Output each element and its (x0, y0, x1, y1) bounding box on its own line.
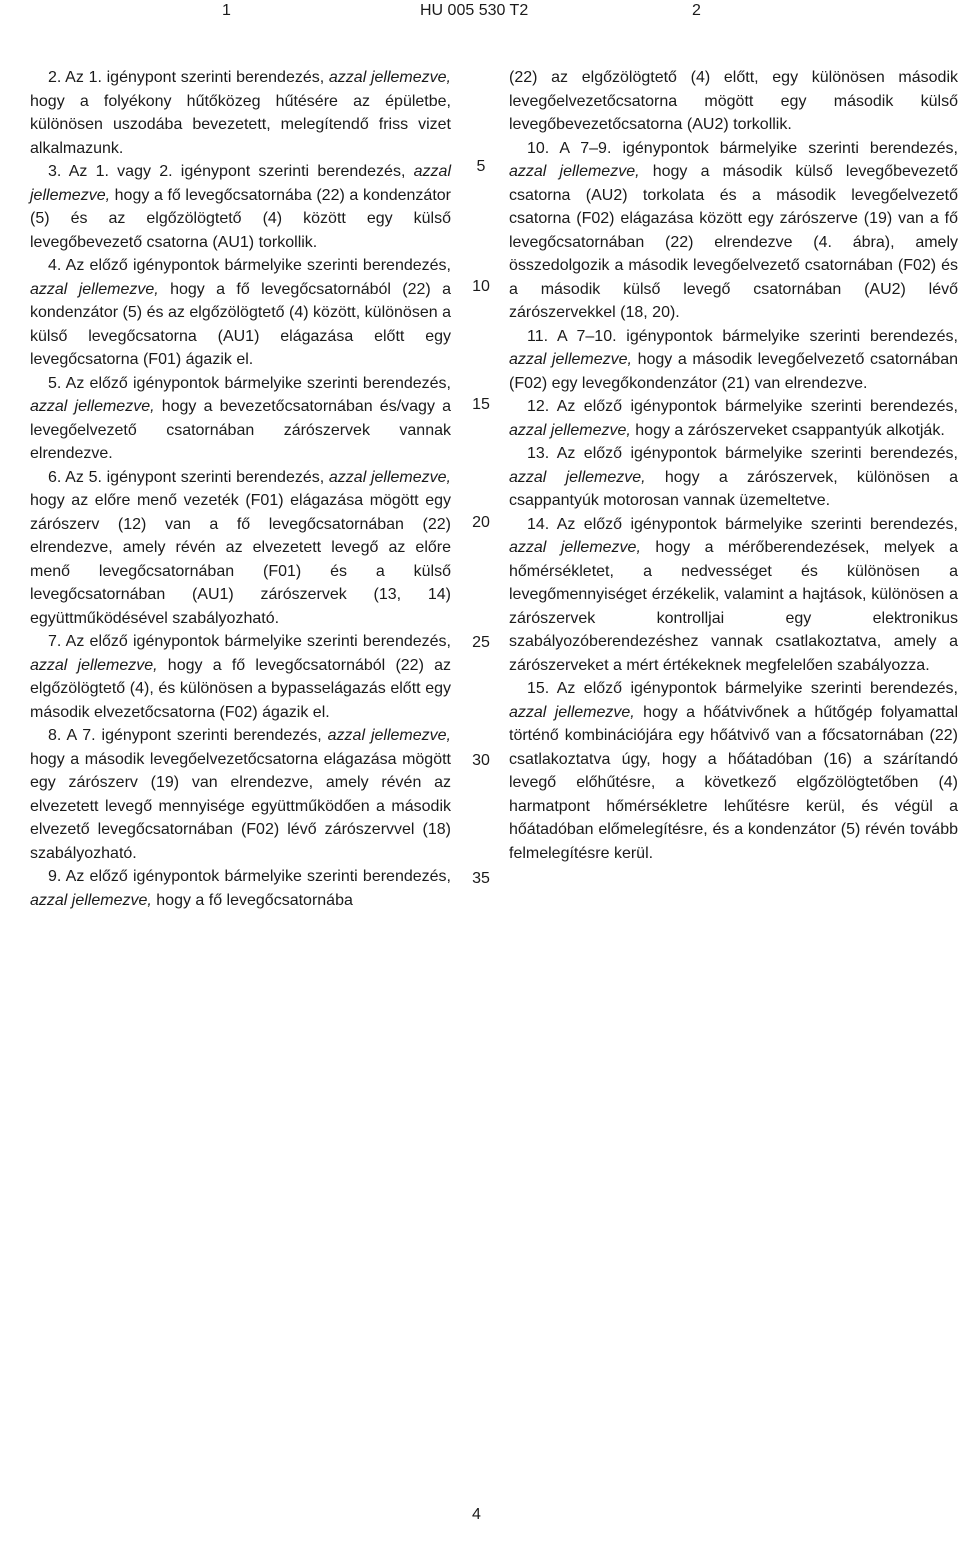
claim-body-text: hogy a fő levegőcsatornába (151, 891, 353, 909)
claim-lead-text: 12. Az előző igénypontok bármelyike szerinti berendezés, (527, 398, 958, 415)
claim-characterizing-phrase: azzal jellemezve, (30, 891, 152, 909)
claim-lead-text: 8. A 7. igénypont szerinti berendezés, (48, 727, 328, 744)
claim-paragraph (30, 254, 451, 372)
claim-body-text: hogy a mérőberendezések, melyek a hőmérsékletet, a nedvességet és különösen a levegőmennyiséget érzékelik, valamint a hajtások, különösen a zárószervek kontrolljai egy elektronikus szabályozóberendezéshez vannak csatlakoztatva, amely a zárószerveket a mért értékeknek megfelelően szabályozza. (509, 539, 959, 674)
claim-body-text: hogy a hőátvivőnek a hűtőgép folyamattal történő kombinációjára egy hőátvivő van a főcsatornában (22) csatlakoztatva úgy, hogy a hőátadóban (16) a szárítandó levegő előhűtésre, a következő elgőzölögtetőben (4) harmatpont hőmérsékletre lehűtésre kerül, és végül a hőátadóban előmelegítésre, és a kondenzátor (5) révén tovább felmelegítésre kerül. (509, 703, 958, 862)
page-header (0, 0, 960, 30)
line-number: 30 (472, 752, 490, 769)
claim-characterizing-phrase: azzal jellemezve, (30, 656, 158, 674)
claim-lead-text: 7. Az előző igénypontok bármelyike szerinti berendezés, (48, 633, 451, 650)
claim-body-text: hogy a folyékony hűtőközeg hűtésére az épületbe, különösen uszodába bevezetett, melegítendő friss vizet alkalmazunk. (30, 92, 451, 157)
claim-body-text: hogy a második levegőelvezetőcsatorna elágazása mögött egy zárószerv (19) van elrendezve, amely révén az elvezetett levegő mennyisége együttműködően a második elvezető levegőcsatornában (F02) lévő zárószervvel (18) szabályozható. (30, 750, 451, 862)
claim-paragraph (30, 724, 451, 865)
claim-body-text: hogy a zárószervek, különösen a csappantyúk motorosan vannak üzemeltetve. (509, 468, 959, 509)
claim-characterizing-phrase: azzal jellemezve, (328, 468, 452, 486)
claim-body-text: hogy a zárószerveket csappantyúk alkotják. (630, 421, 945, 439)
claim-body-text: hogy a második külső levegőbevezető csatorna (AU2) torkolata és a második levegőelvezető csatorna (F02) elágazása között egy zárószerve (19) van a fő levegőcsatornában (22) elrendezve (4. ábra), amely összedolgozik a második levegőelvezető csatornában (F02) és a második külső levegő csatornában (AU2) lévő zárószervekkel (18, 20). (509, 163, 959, 321)
claim-paragraph (30, 66, 451, 160)
claim-characterizing-phrase: azzal jellemezve, (30, 163, 451, 204)
claim-characterizing-phrase: azzal jellemezve, (30, 280, 159, 298)
claim-paragraph (509, 137, 958, 325)
claim-lead-text: 13. Az előző igénypontok bármelyike szerinti berendezés, (527, 445, 958, 462)
claim-characterizing-phrase: azzal jellemezve, (509, 468, 646, 486)
claim-characterizing-phrase: azzal jellemezve, (509, 421, 631, 439)
claim-paragraph (30, 630, 451, 724)
right-text-column (509, 66, 958, 865)
claim-paragraph (509, 66, 958, 137)
claim-characterizing-phrase: azzal jellemezve, (509, 703, 635, 721)
line-number: 20 (472, 514, 490, 531)
claim-body-text: hogy az előre menő vezeték (F01) elágazása mögött egy zárószerv (12) van a fő levegőcsatornában (22) elrendezve, amely révén az elvezetett levegő az előre menő levegőcsatornában (F01) és a külső levegőcsatornában (AU1) zárószervek (13, 14) együttműködésével szabályozható. (30, 492, 451, 627)
header-left-page-number: 1 (222, 2, 231, 19)
claim-body-text: hogy a fő levegőcsatornából (22) a kondenzátor (5) és az elgőzölögtető (4) között, különösen a külső levegőcsatorna (AU1) elágazása előtt egy levegőcsatorna (F01) ágazik el. (30, 280, 451, 368)
claim-body-text: (22) az elgőzölögtető (4) előtt, egy különösen második levegőelvezetőcsatorna mögött egy második külső levegőbevezetőcsatorna (AU2) torkollik. (509, 69, 958, 133)
claim-paragraph (509, 513, 958, 678)
claim-paragraph (509, 325, 958, 396)
claim-characterizing-phrase: azzal jellemezve, (509, 539, 641, 556)
claim-body-text: hogy a fő levegőcsatornából (22) az elgőzölögtető (4), és különösen a bypasselágazás előtt egy második elvezetőcsatorna (F02) ágazik el. (30, 656, 452, 721)
claim-lead-text: 14. Az előző igénypontok bármelyike szerinti berendezés, (527, 515, 958, 533)
claim-lead-text: 4. Az előző igénypontok bármelyike szerinti berendezés, (48, 257, 451, 274)
header-right-page-number: 2 (692, 2, 701, 19)
line-number: 5 (476, 158, 486, 175)
claim-lead-text: 15. Az előző igénypontok bármelyike szerinti berendezés, (527, 680, 958, 697)
page-number: 4 (472, 1506, 481, 1523)
claim-lead-text: 2. Az 1. igénypont szerinti berendezés, (48, 69, 329, 86)
claim-paragraph (509, 442, 958, 513)
claim-paragraph (30, 466, 451, 631)
claim-characterizing-phrase: azzal jellemezve, (509, 163, 640, 180)
header-document-id: HU 005 530 T2 (420, 2, 529, 19)
claim-body-text: hogy a bevezetőcsatornában és/vagy a levegőelvezető csatornában zárószervek vannak elrendezve. (30, 398, 451, 462)
claim-lead-text: 11. A 7–10. igénypontok bármelyike szerinti berendezés, (527, 327, 958, 345)
claim-paragraph (509, 395, 958, 442)
claim-lead-text: 9. Az előző igénypontok bármelyike szerinti berendezés, (48, 868, 451, 885)
claim-characterizing-phrase: azzal jellemezve, (327, 727, 452, 744)
claim-characterizing-phrase: azzal jellemezve, (328, 69, 452, 86)
claim-body-text: hogy a fő levegőcsatornába (22) a kondenzátor (5) és az elgőzölögtető (4) között egy külső levegőbevezető csatorna (AU1) torkollik. (30, 186, 451, 251)
claim-lead-text: 3. Az 1. vagy 2. igénypont szerinti berendezés, (48, 163, 414, 180)
claim-paragraph (30, 865, 451, 912)
claim-paragraph (30, 160, 451, 254)
left-text-column (30, 66, 451, 912)
line-number: 35 (472, 870, 490, 887)
claim-characterizing-phrase: azzal jellemezve, (30, 398, 155, 415)
claim-lead-text: 10. A 7–9. igénypontok bármelyike szerinti berendezés, (527, 139, 958, 157)
claim-body-text: hogy a második levegőelvezető csatornában (F02) egy levegőkondenzátor (21) van elrendezve. (509, 351, 959, 392)
claim-lead-text: 5. Az előző igénypontok bármelyike szerinti berendezés, (48, 374, 451, 392)
line-number: 15 (472, 396, 490, 413)
claim-paragraph (509, 677, 958, 865)
claim-characterizing-phrase: azzal jellemezve, (509, 351, 632, 368)
line-number: 25 (472, 634, 490, 651)
line-number: 10 (472, 278, 490, 295)
claim-paragraph (30, 372, 451, 466)
claim-lead-text: 6. Az 5. igénypont szerinti berendezés, (48, 468, 329, 486)
